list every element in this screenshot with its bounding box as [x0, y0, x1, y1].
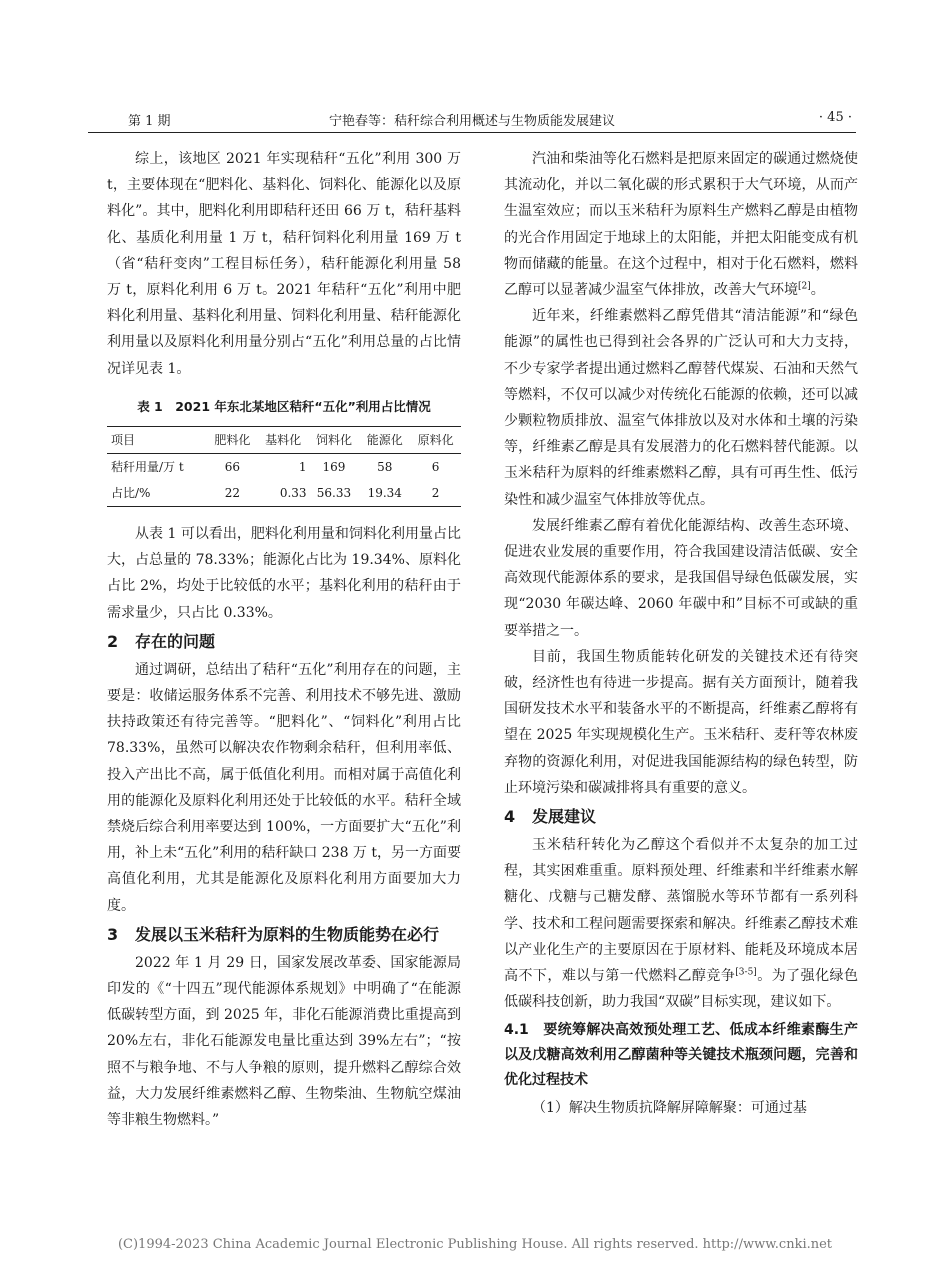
table-caption: 表 1 2021 年东北某地区秸秆“五化”利用占比情况 [137, 398, 431, 414]
table-cell: 22 [224, 486, 240, 501]
page-number: · 45 · [818, 110, 852, 125]
table-header-cell: 基料化 [265, 433, 302, 448]
citation: [3-5] [735, 967, 757, 978]
paragraph-text: 汽油和柴油等化石燃料是把原来固定的碳通过燃烧使其流动化，并以二氧化碳的形式累积于大气环境，从而产生温室效应；而以玉米秸秆为原料生产燃料乙醇是由植物的光合作用固定于地球上的太阳能，并把太阳能变成有机物而储藏的能量。在这个过程中，相对于化石燃料，燃料乙醇可以显著减少温室气体排放，改善大气环境 [504, 151, 858, 299]
table-cell: 19.34 [367, 486, 402, 501]
section-title: 存在的问题 [135, 631, 216, 651]
section-title: 发展建议 [532, 807, 597, 827]
section-number: 2 [107, 631, 119, 651]
subsection-heading: 4.1 要统筹解决高效预处理工艺、低成本纤维素酶生产以及戊糖高效利用乙醇菌种等关键技术瓶颈问题，完善和优化过程技术 [504, 1021, 858, 1088]
table-header-cell: 肥料化 [214, 433, 251, 448]
table-cell: 169 [322, 460, 346, 475]
paragraph [504, 146, 858, 303]
section-number: 4 [504, 807, 516, 827]
section-heading [504, 804, 858, 830]
data-table [107, 426, 461, 507]
section-title: 发展以玉米秸秆为原料的生物质能势在必行 [135, 924, 440, 944]
table-cell: 6 [431, 460, 440, 475]
paragraph-text: 。 [810, 282, 825, 299]
paragraph [504, 832, 858, 1015]
table-cell: 占比/% [111, 486, 151, 501]
table-cell: 56.33 [316, 486, 352, 501]
table-row [107, 454, 461, 481]
table-header-cell: 原料化 [417, 433, 454, 448]
table-cell: 58 [377, 460, 393, 475]
section-heading [107, 629, 461, 655]
table-cell: 2 [431, 486, 440, 501]
paragraph: 2022 年 1 月 29 日，国家发展改革委、国家能源局印发的《“十四五”现代能源体系规划》中明确了“在能源低碳转型方面，到 2025 年，非化石能源消费比重提高到 20%左右，非化石能源发电量比重达到 39%左右”；“按照不与粮争地、不与人争粮的原则，提升燃料乙醇综合效益，大力发展纤维素燃料乙醇、生物柴油、生物航空煤油等非粮生物燃料。” [107, 954, 461, 1129]
paragraph: （1）解决生物质抗降解屏障解聚：可通过基 [532, 1099, 807, 1116]
table-header-row [107, 427, 461, 454]
table-cell: 66 [224, 460, 240, 475]
table-cell: 秸秆用量/万 t [111, 460, 184, 475]
running-header [88, 108, 856, 133]
paragraph: 综上，该地区 2021 年实现秸秆“五化”利用 300 万 t，主要体现在“肥料化、基料化、饲料化、能源化以及原料化”。其中，肥料化利用即秸秆还田 66 万 t，秸秆基料化、基质化利用量 1 万 t，秸秆饲料化利用量 169 万 t（省“秸秆变肉”工程目标任务），秸秆能源化利用量 58 万 t，原料化利用 6 万 t。2021 年秸秆“五化”利用中肥料化利用量、基料化利用量、饲料化利用量、秸秆能源化利用量以及原料化利用量分别占“五化”利用总量的占比情况详见表 1。 [107, 151, 461, 377]
left-column [107, 146, 461, 1133]
section-number: 3 [107, 924, 119, 944]
paragraph-text: 玉米秸秆转化为乙醇这个看似并不太复杂的加工过程，其实困难重重。原料预处理、纤维素和半纤维素水解糖化、戊糖与己糖发酵、蒸馏脱水等环节都有一系列科学、技术和工程问题需要探索和解决。纤维素乙醇技术难以产业化生产的主要原因在于原材料、能耗及环境成本居高不下，难以与第一代燃料乙醇竞争 [504, 837, 858, 985]
section-heading [107, 922, 461, 948]
paragraph: 通过调研，总结出了秸秆“五化”利用存在的问题，主要是：收储运服务体系不完善、利用技术不够先进、激励扶持政策还有待完善等。“肥料化”、“饲料化”利用占比 78.33%，虽然可以解决农作物剩余秸秆，但利用率低、投入产出比不高，属于低值化利用。而相对属于高值化利用的能源化及原料化利用还处于比较低的水平。秸秆全域禁烧后综合利用率要达到 100%，一方面要扩大“五化”利用，补上未“五化”利用的秸秆缺口 238 万 t，另一方面要高值化利用，尤其是能源化及原料化利用方面要加大力度。 [107, 661, 462, 914]
paragraph: 发展纤维素乙醇有着优化能源结构、改善生态环境、促进农业发展的重要作用，符合我国建设清洁低碳、安全高效现代能源体系的要求，是我国倡导绿色低碳发展，实现“2030 年碳达峰、2060 年碳中和”目标不可或缺的重要举措之一。 [504, 517, 858, 639]
table-row [107, 480, 461, 507]
table-header-cell: 项目 [111, 433, 136, 448]
paragraph: 近年来，纤维素燃料乙醇凭借其“清洁能源”和“绿色能源”的属性也已得到社会各界的广泛认可和大力支持，不少专家学者提出通过燃料乙醇替代煤炭、石油和天然气等燃料，不仅可以减少对传统化石能源的依赖，还可以减少颗粒物质排放、温室气体排放以及对水体和土壤的污染等，纤维素乙醇是具有发展潜力的化石燃料替代能源。以玉米秸秆为原料的纤维素燃料乙醇，具有可再生性、低污染性和减少温室气体排放等优点。 [504, 308, 858, 508]
paragraph: 从表 1 可以看出，肥料化利用量和饲料化利用量占比大，占总量的 78.33%；能源化占比为 19.34%、原料化占比 2%，均处于比较低的水平；基料化利用的秸秆由于需求量少，只占比 0.33%。 [107, 526, 461, 621]
table-header-cell: 能源化 [366, 433, 403, 448]
table-header-cell: 饲料化 [315, 433, 352, 448]
table-cell: 1 [298, 460, 307, 475]
issue-number: 第 1 期 [128, 114, 171, 129]
citation: [2] [798, 281, 811, 292]
table-cell: 0.33 [279, 486, 307, 501]
copyright-footer: (C)1994-2023 China Academic Journal Electronic Publishing House. All rights reserved. http://www.cnki.net [117, 1237, 833, 1252]
paragraph-text: 。为了强化绿色低碳科技创新，助力我国“双碳”目标实现，建议如下。 [504, 968, 859, 1011]
running-title: 宁艳春等：秸秆综合利用概述与生物质能发展建议 [328, 114, 615, 129]
right-column [504, 146, 858, 1121]
paragraph: 目前，我国生物质能转化研发的关键技术还有待突破，经济性也有待进一步提高。据有关方面预计，随着我国研发技术水平和装备水平的不断提高，纤维素乙醇将有望在 2025 年实现规模化生产。玉米秸秆、麦秆等农林废弃物的资源化利用，对促进我国能源结构的绿色转型，防止环境污染和碳减排将具有重要的意义。 [504, 648, 858, 796]
